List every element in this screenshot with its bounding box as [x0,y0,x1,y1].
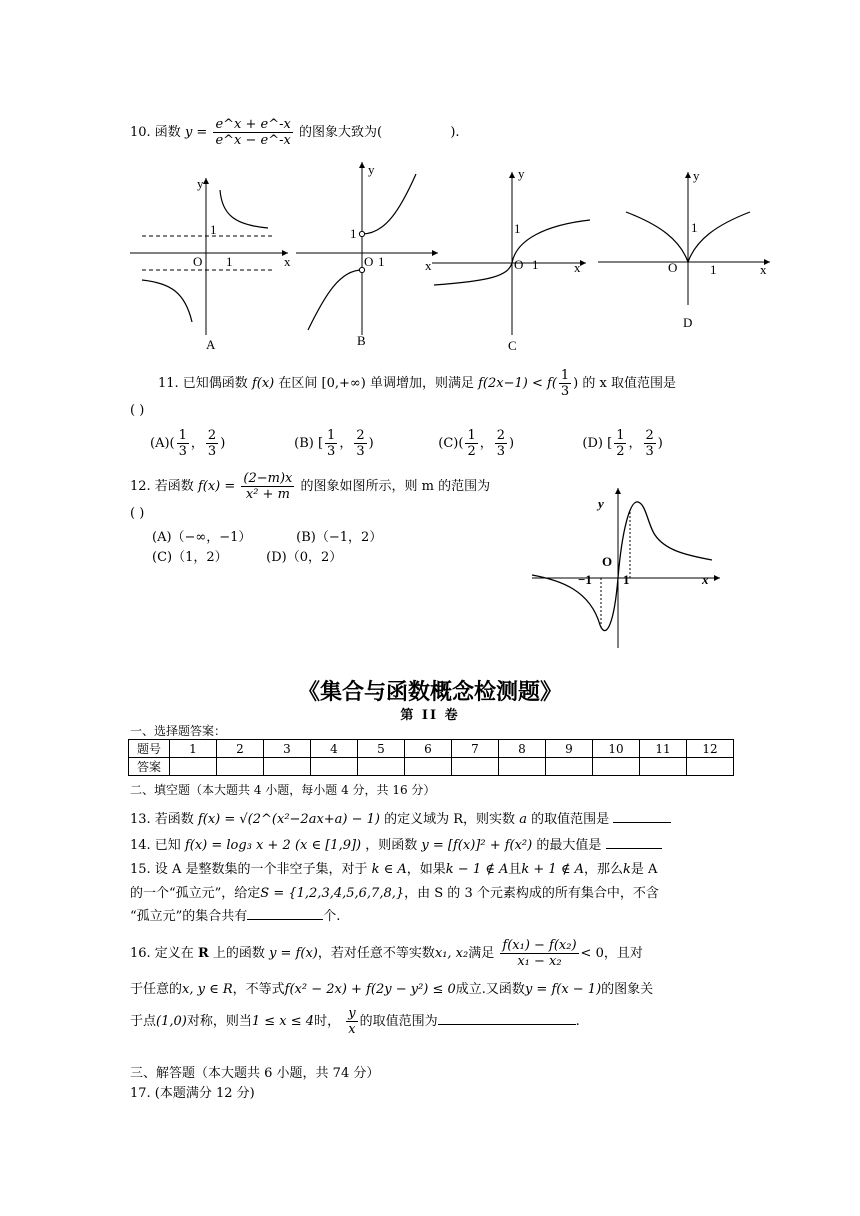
q16-line2 [130,978,653,997]
q16-frac2-den: x [348,1022,356,1037]
section3-heading: 三、解答题（本大题共 6 小题，共 74 分） [130,1066,380,1081]
q15-l2-b: S = {1,2,3,4,5,6,7,8,} [260,886,405,901]
q12-graph-origin: O [602,554,613,569]
q11-frac-den: 3 [560,384,570,399]
answer-cell[interactable] [264,758,311,776]
graph-d-x: x [760,262,767,277]
q16-l3-c: 对称，则当 [186,1014,252,1029]
answer-cell[interactable] [687,758,734,776]
q11-d-d2: 3 [645,444,654,459]
q15-answer-blank[interactable] [247,919,323,920]
q11-text-b: 在区间 [278,376,318,391]
q11-a-n2: 2 [207,428,217,443]
q17-heading: 17. (本题满分 12 分) [130,1086,255,1101]
graph-d-origin: O [668,260,678,275]
q16-l1-f: 满足 [468,946,495,961]
q10-close: ). [450,125,460,140]
answer-cell[interactable] [452,758,499,776]
q12-graph-x: x [702,572,709,587]
q12-option-a[interactable]: (A)（−∞，−1） [152,530,252,545]
q15-l1-b: k ∈ A [371,862,407,877]
q10-prefix: 10. 函数 [130,125,181,140]
q15-l3-b: 个. [323,909,341,924]
answer-cell[interactable] [358,758,405,776]
q16-frac-den: x₁ − x₂ [517,954,562,969]
q11-option-a-frac1 [177,428,189,459]
q13-text-c: 的取值范围是 [531,812,610,827]
answer-cell[interactable] [593,758,640,776]
graph-a [130,176,291,352]
q16-l1-g: < 0 [580,946,604,961]
q16-l2-b: x, y ∈ R [182,982,233,997]
q11-a-end: ) [220,436,226,451]
q12-option-b[interactable]: (B)（−1，2） [296,530,383,545]
q11-b-n2: 2 [356,428,365,443]
table-cell: 9 [546,740,593,758]
table-cell: 7 [452,740,499,758]
q11-option-d-frac2 [644,428,656,459]
table-header-number: 题号 [129,740,170,758]
table-header-answer: 答案 [129,758,170,776]
table-cell: 12 [687,740,734,758]
q11-c-d2: 3 [496,444,506,459]
q14-line [130,834,662,853]
graph-d-one-x: 1 [710,262,717,277]
q16-l1-a: 16. 定义在 [130,946,194,961]
q16-real-set: R [197,946,209,961]
q13-text-a: 13. 若函数 [130,812,194,827]
q11-paren: ( ) [130,403,145,418]
q11-option-b[interactable]: (B) [ $\frac{1}{3}$ ， $\frac{2}{3}$ ) [294,428,374,459]
graph-a-one-y: 1 [210,222,217,237]
q11-inequality: f(2x−1) < f( [478,376,557,391]
q14-expression-2: y = [f(x)]² + f(x²) [421,838,533,853]
q16-l1-h: ，且对 [603,946,643,961]
q11-a-n1: 1 [178,428,187,443]
q12-graph [520,480,730,650]
answer-table [128,739,734,776]
page-subtitle: 第 II 卷 [400,708,460,723]
table-cell: 5 [358,740,405,758]
answer-cell[interactable] [546,758,593,776]
q11-a-d1: 3 [178,444,187,459]
graph-a-one-x: 1 [226,254,233,269]
q11-c-n1: 1 [467,428,476,443]
table-cell: 1 [170,740,217,758]
q11-interval: [0,+∞) [321,376,366,391]
table-cell: 8 [499,740,546,758]
q16-line3 [130,1006,580,1037]
q16-l3-b: (1,0) [156,1014,187,1029]
q11-option-d-frac1 [614,428,626,459]
graph-a-y: y [197,176,204,191]
q11-option-a[interactable]: (A)( $\frac{1}{3}$ ， $\frac{2}{3}$ ) [150,428,226,459]
q10-graphs [0,0,860,360]
q11-b-d2: 3 [356,444,365,459]
q11-option-a-label: (A)( [150,436,175,451]
q15-l1-d: k − 1 ∉ A [445,862,509,877]
graph-c-one-y: 1 [514,221,521,236]
q16-answer-blank[interactable] [438,1024,576,1025]
table-row [129,740,734,758]
q12-options-row1 [152,526,382,545]
q12-option-c[interactable]: (C)（1，2） [152,550,228,565]
graph-b-origin: O [364,254,374,269]
q16-l3-a: 于点 [130,1014,157,1029]
answer-cell[interactable] [311,758,358,776]
q12-line [130,471,490,502]
q16-l1-e: x₁, x₂ [434,946,469,961]
q16-l3-e: 时， [314,1014,341,1029]
q14-expression: f(x) = log₃ x + 2 (x ∈ [1,9]) [184,838,362,853]
q11-b-n1: 1 [327,428,336,443]
q12-text-a: 12. 若函数 [130,479,194,494]
graph-b-label: B [357,333,366,348]
q11-option-c[interactable]: (C)( $\frac{1}{2}$ ， $\frac{2}{3}$ ) [438,428,515,459]
q15-l3-a: “孤立元”的集合共有 [130,909,248,924]
q11-option-d-label: (D) [ [582,436,613,451]
q12-fraction [241,471,294,502]
q12-paren: ( ) [130,506,145,521]
graph-b [296,162,438,348]
q11-option-c-label: (C)( [438,436,464,451]
graph-d [598,168,770,330]
q15-l2-a: 的一个“孤立元”，给定 [130,886,261,901]
q13-text-b: 的定义域为 R，则实数 [384,812,516,827]
q11-option-a-frac2 [206,428,218,459]
q15-l1-e: 且 [508,862,522,877]
q16-l1-d: ，若对任意不等实数 [317,946,435,961]
q11-option-b-frac1 [325,428,337,459]
graph-d-label: D [683,315,693,330]
q16-l3-g: . [575,1014,580,1029]
q11-d-end: ) [657,436,663,451]
q16-l1-b: 上的函数 [212,946,265,961]
q15-line3 [130,905,340,924]
q11-option-b-frac2 [354,428,366,459]
q14-text-c: 的最大值是 [536,838,602,853]
table-cell: 11 [640,740,687,758]
graph-c-label: C [508,338,517,353]
q12-graph-neg1: −1 [578,572,592,587]
q10-numerator: e^x + e^-x [215,117,291,132]
answer-cell[interactable] [499,758,546,776]
graph-b-y: y [368,162,375,177]
q15-l1-i: 是 A [630,862,658,877]
q11-b-d1: 3 [327,444,336,459]
q16-line1 [130,938,643,969]
q11-c-end: ) [509,436,515,451]
q15-l1-f: k + 1 ∉ A [521,862,584,877]
graph-a-origin: O [193,254,203,269]
q16-l2-c: ，不等式 [232,982,285,997]
q11-option-b-label: (B) [ [294,436,324,451]
q16-frac-num: f(x₁) − f(x₂) [502,938,577,953]
q11-text-d: 的 x 取值范围是 [582,376,676,391]
section2-heading: 二、填空题（本大题共 4 小题，每小题 4 分，共 16 分） [130,783,436,797]
graph-b-x: x [425,258,432,273]
graph-c-one-x: 1 [532,257,539,272]
q15-l1-g: ，那么 [583,862,623,877]
q15-l2-c: ，由 S 的 3 个元素构成的所有集合中，不含 [404,886,659,901]
q11-c-d1: 2 [467,444,476,459]
graph-a-x: x [284,254,291,269]
q10-suffix: 的图象大致为( [299,125,383,140]
q13-answer-blank[interactable] [613,822,671,823]
q16-l1-c: y = f(x) [269,946,318,961]
q15-l1-h: k [623,862,631,877]
answer-cell[interactable] [405,758,452,776]
graph-c [432,166,590,353]
q16-l2-g: 的图象关 [601,982,654,997]
answer-cell[interactable] [217,758,264,776]
q15-line2 [130,882,659,901]
graph-b-one-y: 1 [350,226,357,241]
graph-c-x: x [574,260,581,275]
q15-line1 [130,858,657,877]
q10-func: y = [184,125,208,140]
q11-text-a: 11. 已知偶函数 [158,376,248,391]
table-row [129,758,734,776]
q11-option-d[interactable]: (D) [ $\frac{1}{2}$ ， $\frac{2}{3}$ ) [582,428,663,459]
q11-d-n2: 2 [645,428,654,443]
q12-fx: f(x) = [197,479,236,494]
q16-l2-e: 成立.又函数 [455,982,525,997]
q10-denominator: e^x − e^-x [215,133,291,148]
q11-option-c-frac1 [465,428,477,459]
q14-text-a: 14. 已知 [130,838,181,853]
q13-expression: f(x) = √(2^(x²−2ax+a) − 1) [197,812,380,827]
q12-num: (2−m)x [243,471,293,486]
q16-frac2-num: y [348,1006,356,1021]
q11-c-n2: 2 [496,428,506,443]
q15-l1-c: ，如果 [406,862,446,877]
table-cell: 4 [311,740,358,758]
answer-cell[interactable] [170,758,217,776]
q12-graph-one: 1 [623,572,630,587]
graph-d-one-y: 1 [691,220,698,235]
q11-line [158,368,676,399]
q16-l2-a: 于任意的 [130,982,183,997]
graph-d-y: y [693,168,700,183]
q12-graph-y: y [598,496,604,511]
q14-answer-blank[interactable] [606,848,662,849]
q13-line [130,808,671,827]
answer-cell[interactable] [640,758,687,776]
graph-b-one-x: 1 [378,254,385,269]
page-title: 《集合与函数概念检测题》 [297,679,562,705]
q12-option-d[interactable]: (D)（0，2） [266,550,343,565]
graph-a-label: A [206,337,216,352]
q12-options-row2 [152,546,342,565]
q16-l2-d: f(x² − 2x) + f(2y − y²) ≤ 0 [284,982,456,997]
q11-frac-num: 1 [560,368,570,383]
q16-l2-f: y = f(x − 1) [524,982,602,997]
table-cell: 10 [593,740,640,758]
q11-b-end: ) [368,436,374,451]
q11-options [150,428,702,459]
table-cell: 6 [405,740,452,758]
q11-d-n1: 1 [616,428,625,443]
q16-l3-f: 的取值范围为 [359,1014,438,1029]
q16-fraction [500,938,578,969]
q12-den: x² + m [245,487,290,502]
q11-option-c-frac2 [495,428,507,459]
q11-inequality-end: ) [573,376,579,391]
q15-l1-a: 15. 设 A 是整数集的一个非空子集，对于 [130,862,368,877]
q11-a-d2: 3 [207,444,217,459]
q16-fraction-2 [346,1006,357,1037]
table-cell: 3 [264,740,311,758]
table-cell: 2 [217,740,264,758]
q11-fx: f(x) [251,376,275,391]
q11-text-c: 单调增加，则满足 [369,376,474,391]
q12-text-b: 的图象如图所示，则 m 的范围为 [300,479,491,494]
q14-text-b: ，则函数 [365,838,418,853]
q16-l3-d: 1 ≤ x ≤ 4 [251,1014,315,1029]
graph-c-origin: O [514,257,524,272]
q13-variable: a [519,812,527,827]
graph-c-y: y [518,166,525,181]
q11-fraction [559,368,571,399]
section1-heading: 一、选择题答案： [130,724,227,738]
q11-d-d1: 2 [616,444,625,459]
